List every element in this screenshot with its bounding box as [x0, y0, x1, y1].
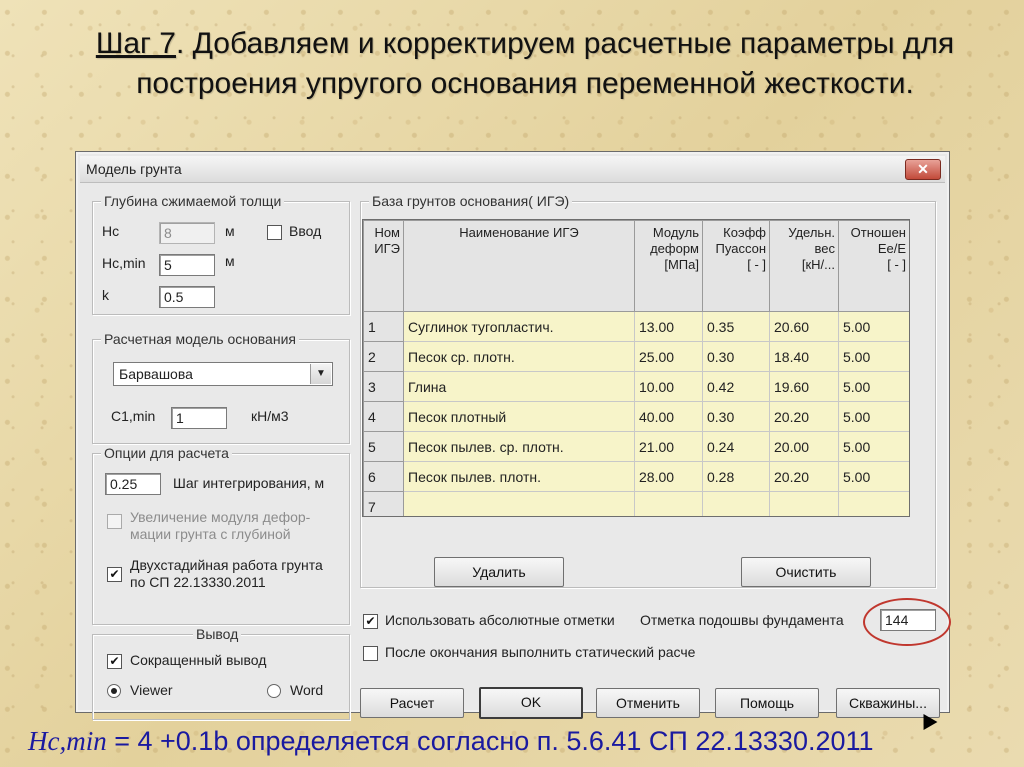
cell-num[interactable]: 2 [364, 342, 404, 372]
hcmin-label: Нс,min [102, 255, 146, 271]
short-output-checkbox[interactable]: ✔ [107, 654, 122, 669]
cell-name[interactable]: Песок пылев. плотн. [404, 462, 635, 492]
static-calc-checkbox[interactable] [363, 646, 378, 661]
absolute-marks-label: Использовать абсолютные отметки [385, 612, 615, 628]
cancel-button[interactable]: Отменить [596, 688, 700, 718]
model-select[interactable] [113, 362, 333, 386]
footer-hc: Hc,min [28, 726, 107, 756]
model-group-legend: Расчетная модель основания [101, 331, 299, 347]
cell-ratio[interactable]: 5.00 [839, 432, 910, 462]
cell-ratio[interactable]: 5.00 [839, 372, 910, 402]
clear-button[interactable]: Очистить [741, 557, 871, 587]
dialog-titlebar [80, 156, 945, 183]
hcmin-field[interactable]: 5 [159, 254, 215, 276]
cell-num[interactable]: 7 [364, 492, 404, 518]
cell-poisson[interactable] [703, 492, 770, 518]
short-output-label: Сокращенный вывод [130, 652, 267, 668]
soil-table-grid [363, 220, 910, 517]
cell-num[interactable]: 3 [364, 372, 404, 402]
help-button[interactable]: Помощь [715, 688, 819, 718]
c1-field[interactable]: 1 [171, 407, 227, 429]
options-group-legend: Опции для расчета [101, 445, 232, 461]
chevron-down-icon[interactable]: ▼ [310, 364, 331, 384]
cell-weight[interactable] [770, 492, 839, 518]
soil-model-dialog [75, 151, 950, 713]
c1-label: C1,min [111, 408, 156, 424]
c1-unit: кН/м3 [251, 408, 289, 424]
cell-name[interactable]: Песок пылев. ср. плотн. [404, 432, 635, 462]
soil-base-legend: База грунтов основания( ИГЭ) [369, 193, 572, 209]
static-calc-label: После окончания выполнить статический расче [385, 644, 696, 660]
depth-group-legend: Глубина сжимаемой толщи [101, 193, 284, 209]
cell-num[interactable]: 4 [364, 402, 404, 432]
cell-modulus[interactable]: 21.00 [635, 432, 703, 462]
k-field[interactable]: 0.5 [159, 286, 215, 308]
highlight-circle [863, 598, 951, 646]
cell-poisson[interactable]: 0.35 [703, 312, 770, 342]
cell-weight[interactable]: 20.20 [770, 462, 839, 492]
viewer-label: Viewer [130, 682, 173, 698]
input-checkbox[interactable] [267, 225, 282, 240]
cell-num[interactable]: 1 [364, 312, 404, 342]
soil-table[interactable] [362, 219, 910, 517]
increase-label-2: мации грунта с глубиной [130, 526, 291, 542]
k-label: k [102, 287, 109, 303]
increase-checkbox[interactable] [107, 514, 122, 529]
table-row[interactable] [364, 342, 910, 372]
footer-text: = 4 +0.1b определяется согласно п. 5.6.41 СП 22.13330.2011 [106, 726, 874, 756]
cell-name[interactable]: Суглинок тугопластич. [404, 312, 635, 342]
twostage-checkbox[interactable]: ✔ [107, 567, 122, 582]
cell-ratio[interactable]: 5.00 [839, 342, 910, 372]
dialog-title: Модель грунта [86, 161, 182, 177]
ok-button[interactable]: OK [479, 687, 583, 719]
output-group [92, 626, 350, 720]
cell-weight[interactable]: 20.20 [770, 402, 839, 432]
step-field[interactable]: 0.25 [105, 473, 161, 495]
slide-title-step: Шаг 7 [95, 27, 176, 60]
cell-poisson[interactable]: 0.30 [703, 402, 770, 432]
header-name[interactable]: Наименование ИГЭ [404, 221, 635, 312]
hc-unit: м [225, 223, 235, 239]
options-group [92, 445, 350, 625]
calc-button[interactable]: Расчет [360, 688, 464, 718]
wells-button[interactable]: Скважины... [836, 688, 940, 718]
cell-poisson[interactable]: 0.42 [703, 372, 770, 402]
sole-mark-field[interactable]: 144 [880, 609, 936, 631]
cell-name[interactable]: Глина [404, 372, 635, 402]
slide-title [60, 24, 990, 104]
cell-modulus[interactable]: 10.00 [635, 372, 703, 402]
cell-ratio[interactable]: 5.00 [839, 462, 910, 492]
cell-modulus[interactable]: 40.00 [635, 402, 703, 432]
input-checkbox-label: Ввод [289, 223, 322, 239]
header-weight[interactable]: Удельн. вес [кН/... [770, 221, 839, 312]
table-header-row [364, 221, 910, 312]
twostage-label-2: по СП 22.13330.2011 [130, 574, 266, 590]
cell-num[interactable]: 6 [364, 462, 404, 492]
header-modulus[interactable]: Модуль деформ [МПа] [635, 221, 703, 312]
hc-field[interactable]: 8 [159, 222, 215, 244]
slide-title-text: . Добавляем и корректируем расчетные параметры для построения упругого основания переменной жесткости. [136, 27, 955, 100]
dialog-client [76, 182, 949, 712]
cell-poisson[interactable]: 0.28 [703, 462, 770, 492]
table-row[interactable] [364, 432, 910, 462]
increase-label-1: Увеличение модуля дефор- [130, 509, 311, 525]
cell-poisson[interactable]: 0.30 [703, 342, 770, 372]
absolute-marks-checkbox[interactable]: ✔ [363, 614, 378, 629]
table-row[interactable] [364, 372, 910, 402]
cell-weight[interactable]: 20.00 [770, 432, 839, 462]
cell-weight[interactable]: 20.60 [770, 312, 839, 342]
radio-dot [111, 688, 117, 694]
cell-weight[interactable]: 19.60 [770, 372, 839, 402]
close-button[interactable]: ✕ [905, 159, 941, 180]
hcmin-unit: м [225, 253, 235, 269]
word-label: Word [290, 682, 324, 698]
header-poisson[interactable]: Коэфф Пуассон [ - ] [703, 221, 770, 312]
step-label: Шаг интегрирования, м [173, 475, 325, 491]
footer-note [28, 726, 1018, 757]
cell-modulus[interactable]: 25.00 [635, 342, 703, 372]
cell-modulus[interactable] [635, 492, 703, 518]
cell-name[interactable]: Песок плотный [404, 402, 635, 432]
model-select-value: Барвашова [119, 366, 193, 382]
cell-modulus[interactable]: 13.00 [635, 312, 703, 342]
table-row[interactable] [364, 312, 910, 342]
output-group-legend: Вывод [193, 626, 241, 642]
cell-num[interactable]: 5 [364, 432, 404, 462]
word-radio[interactable] [267, 684, 281, 698]
cell-name[interactable]: Песок ср. плотн. [404, 342, 635, 372]
sole-mark-label: Отметка подошвы фундамента [640, 612, 844, 628]
header-num[interactable]: Ном ИГЭ [364, 221, 404, 312]
cell-weight[interactable]: 18.40 [770, 342, 839, 372]
cell-ratio[interactable]: 5.00 [839, 312, 910, 342]
depth-group [92, 193, 350, 315]
cell-ratio[interactable]: 5.00 [839, 402, 910, 432]
model-group [92, 331, 350, 444]
twostage-label-1: Двухстадийная работа грунта [130, 557, 323, 573]
cell-ratio[interactable] [839, 492, 910, 518]
table-row[interactable] [364, 462, 910, 492]
table-row[interactable] [364, 402, 910, 432]
cell-poisson[interactable]: 0.24 [703, 432, 770, 462]
viewer-radio[interactable] [107, 684, 121, 698]
cell-modulus[interactable]: 28.00 [635, 462, 703, 492]
cell-name[interactable] [404, 492, 635, 518]
header-ratio[interactable]: Отношен Ее/Е [ - ] [839, 221, 910, 312]
hc-label: Нс [102, 223, 120, 239]
table-row[interactable] [364, 492, 910, 518]
delete-button[interactable]: Удалить [434, 557, 564, 587]
soil-table-body [364, 312, 910, 518]
